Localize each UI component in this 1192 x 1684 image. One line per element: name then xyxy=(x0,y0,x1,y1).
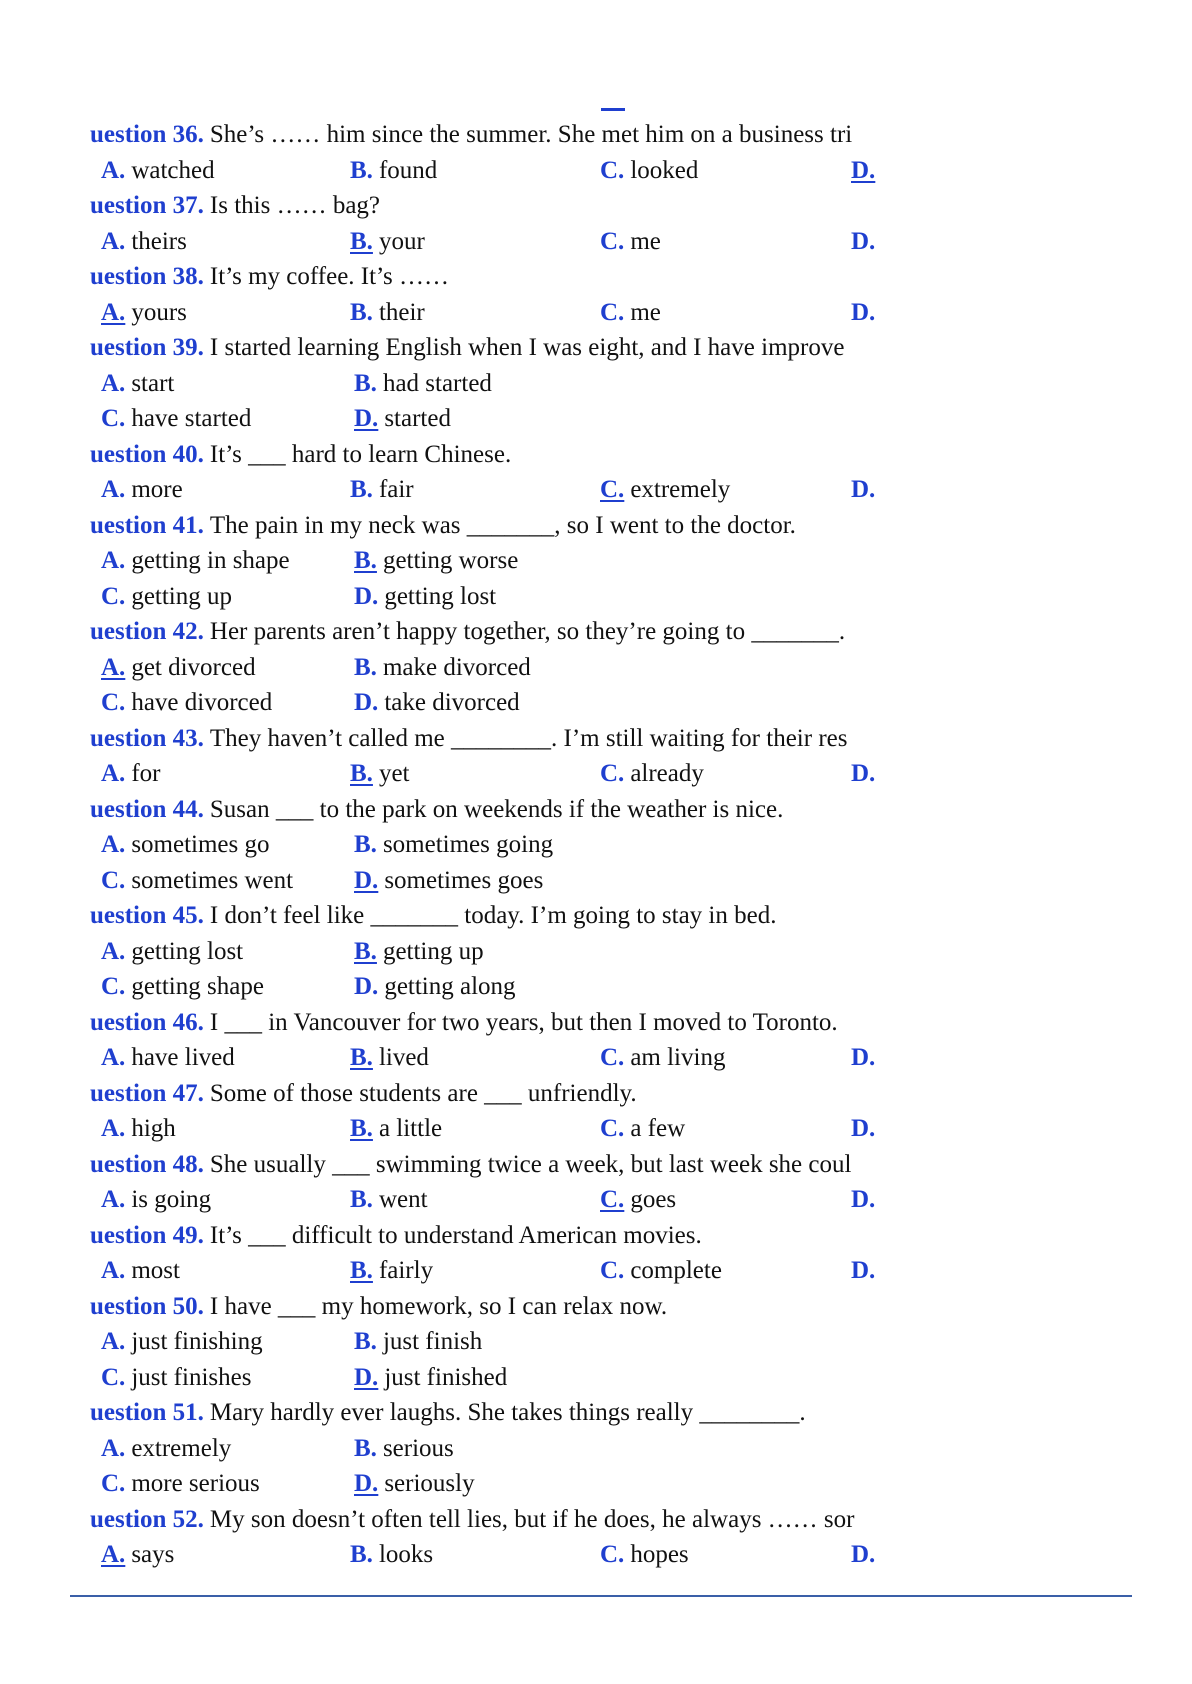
option-a[interactable] xyxy=(101,1112,176,1146)
option-b[interactable] xyxy=(354,1325,482,1359)
option-a[interactable] xyxy=(101,367,174,401)
option-d[interactable] xyxy=(354,864,543,898)
question-39 xyxy=(90,331,990,365)
option-text: have started xyxy=(131,405,252,432)
question-stem: Susan ___ to the park on weekends if the weather is nice. xyxy=(209,795,784,823)
option-text: getting along xyxy=(384,973,516,1000)
option-a[interactable] xyxy=(101,828,270,862)
option-text: sometimes went xyxy=(131,866,294,894)
option-text: yours xyxy=(131,298,187,326)
question-number: uestion 45. xyxy=(90,902,204,929)
option-key: B. xyxy=(354,831,377,858)
option-text: goes xyxy=(630,1186,677,1213)
question-number: uestion 39. xyxy=(90,334,204,361)
option-d[interactable] xyxy=(354,970,516,1004)
option-d[interactable] xyxy=(354,686,520,720)
option-text: getting worse xyxy=(382,547,519,574)
option-text: me xyxy=(630,298,661,326)
option-d[interactable] xyxy=(851,1112,881,1146)
option-text: have lived xyxy=(131,1044,235,1071)
option-c[interactable] xyxy=(600,296,661,330)
option-b[interactable] xyxy=(350,154,437,188)
question-stem: I have ___ my homework, so I can relax now. xyxy=(209,1292,668,1320)
option-key: A. xyxy=(101,1328,126,1355)
question-43 xyxy=(90,722,990,756)
option-c[interactable] xyxy=(101,580,232,614)
option-text: make divorced xyxy=(382,653,531,681)
question-stem: My son doesn’t often tell lies, but if he does, he always …… sor xyxy=(209,1505,855,1533)
option-key: C. xyxy=(600,476,625,503)
option-key: D. xyxy=(851,1186,876,1213)
option-key: D. xyxy=(851,227,876,255)
option-text: extremely xyxy=(630,476,731,503)
question-number: uestion 42. xyxy=(90,618,204,645)
option-key: A. xyxy=(101,653,126,681)
option-text: watched xyxy=(131,156,215,184)
option-a[interactable] xyxy=(101,935,243,969)
option-key: A. xyxy=(101,1541,126,1568)
option-text: complete xyxy=(630,1257,722,1284)
option-b[interactable] xyxy=(350,1254,433,1288)
option-key: C. xyxy=(600,298,625,326)
option-b[interactable] xyxy=(350,1041,429,1075)
option-key: B. xyxy=(354,369,377,397)
option-key: C. xyxy=(101,973,126,1000)
option-text: just finished xyxy=(384,1363,508,1391)
question-40 xyxy=(90,438,990,472)
option-text: started xyxy=(384,405,451,432)
question-46 xyxy=(90,1006,990,1040)
option-d[interactable] xyxy=(354,1361,507,1395)
option-text: their xyxy=(378,298,425,326)
question-stem: She usually ___ swimming twice a week, but last week she coul xyxy=(209,1150,852,1178)
option-text: fair xyxy=(378,476,414,503)
question-number: uestion 41. xyxy=(90,511,204,539)
question-number: uestion 36. xyxy=(90,121,204,148)
option-c[interactable] xyxy=(101,686,272,720)
option-text: sometimes going xyxy=(382,831,554,858)
option-text: had started xyxy=(382,369,492,397)
option-key: B. xyxy=(350,1186,373,1213)
question-number: uestion 51. xyxy=(90,1399,204,1426)
option-c[interactable] xyxy=(600,225,661,259)
option-d[interactable] xyxy=(851,225,881,259)
option-text: says xyxy=(131,1541,175,1568)
option-c[interactable] xyxy=(600,154,698,188)
option-a[interactable] xyxy=(101,651,256,685)
option-text: more xyxy=(131,476,183,503)
option-a[interactable] xyxy=(101,757,160,791)
option-key: B. xyxy=(350,476,373,503)
question-stem: Her parents aren’t happy together, so they’re going to _______. xyxy=(209,618,846,645)
question-number: uestion 48. xyxy=(90,1150,204,1178)
option-key: D. xyxy=(851,1044,876,1071)
option-key: C. xyxy=(600,156,625,184)
option-text: am living xyxy=(630,1044,726,1071)
question-number: uestion 43. xyxy=(90,724,204,752)
question-number: uestion 47. xyxy=(90,1079,204,1107)
option-text: getting lost xyxy=(384,582,497,610)
question-stem: Mary hardly ever laughs. She takes things really ________. xyxy=(209,1399,806,1426)
option-key: D. xyxy=(851,760,876,787)
option-text: theirs xyxy=(131,227,187,255)
option-key: C. xyxy=(600,1541,625,1568)
option-c[interactable] xyxy=(600,473,730,507)
option-b[interactable] xyxy=(354,544,518,578)
option-c[interactable] xyxy=(600,1538,689,1572)
option-text: serious xyxy=(382,1434,454,1462)
question-number: uestion 50. xyxy=(90,1292,204,1320)
option-text: sometimes go xyxy=(131,831,270,858)
question-42 xyxy=(90,615,990,649)
option-a[interactable] xyxy=(101,154,215,188)
question-41 xyxy=(90,509,990,543)
question-45 xyxy=(90,899,990,933)
option-text: your xyxy=(378,227,425,255)
option-text: start xyxy=(131,369,175,397)
question-number: uestion 38. xyxy=(90,263,204,290)
option-text: take divorced xyxy=(384,689,520,716)
option-key: B. xyxy=(350,156,373,184)
option-key: A. xyxy=(101,298,126,326)
option-key: D. xyxy=(851,1115,876,1142)
option-b[interactable] xyxy=(350,1538,433,1572)
option-d[interactable] xyxy=(354,580,496,614)
question-stem: I started learning English when I was eight, and I have improve xyxy=(209,334,845,361)
option-key: D. xyxy=(354,689,379,716)
option-key: A. xyxy=(101,1257,126,1284)
question-stem: She’s …… him since the summer. She met him on a business tri xyxy=(209,121,853,148)
option-d[interactable] xyxy=(851,1041,881,1075)
option-key: D. xyxy=(354,405,379,432)
option-b[interactable] xyxy=(350,473,414,507)
option-text: just finish xyxy=(382,1328,483,1355)
option-text: yet xyxy=(378,760,410,787)
question-number: uestion 40. xyxy=(90,440,204,468)
option-key: B. xyxy=(350,1044,373,1071)
option-text: is going xyxy=(131,1186,212,1213)
option-key: B. xyxy=(354,1328,377,1355)
option-key: C. xyxy=(600,1186,625,1213)
question-stem: Some of those students are ___ unfriendly. xyxy=(209,1079,637,1107)
question-47 xyxy=(90,1077,990,1111)
option-key: C. xyxy=(600,1044,625,1071)
question-number: uestion 49. xyxy=(90,1221,204,1249)
option-key: D. xyxy=(354,1363,379,1391)
option-a[interactable] xyxy=(101,1538,174,1572)
option-key: D. xyxy=(851,1257,876,1284)
option-key: D. xyxy=(354,1470,379,1497)
option-key: D. xyxy=(354,866,379,894)
option-d[interactable] xyxy=(851,154,881,188)
option-text: get divorced xyxy=(131,653,256,681)
question-number: uestion 37. xyxy=(90,192,204,219)
question-stem: Is this …… bag? xyxy=(209,192,381,219)
option-key: A. xyxy=(101,547,126,574)
option-a[interactable] xyxy=(101,1041,235,1075)
option-key: C. xyxy=(101,1363,126,1391)
option-key: A. xyxy=(101,369,126,397)
option-key: A. xyxy=(101,760,126,787)
option-key: C. xyxy=(101,1470,126,1497)
option-text: most xyxy=(131,1257,180,1284)
option-text: seriously xyxy=(384,1470,475,1497)
option-text: getting lost xyxy=(131,937,244,965)
option-text: hopes xyxy=(630,1541,689,1568)
option-text: have divorced xyxy=(131,689,273,716)
question-stem: The pain in my neck was _______, so I went to the doctor. xyxy=(209,511,796,539)
option-b[interactable] xyxy=(354,828,553,862)
option-text: looks xyxy=(378,1541,434,1568)
option-c[interactable] xyxy=(600,757,704,791)
option-text: extremely xyxy=(131,1434,232,1462)
question-stem: It’s my coffee. It’s …… xyxy=(209,263,449,290)
question-51 xyxy=(90,1396,990,1430)
option-key: C. xyxy=(600,760,625,787)
question-stem: They haven’t called me ________. I’m still waiting for their res xyxy=(209,724,848,752)
option-c[interactable] xyxy=(600,1183,676,1217)
option-d[interactable] xyxy=(851,1538,881,1572)
option-key: D. xyxy=(851,298,876,326)
option-key: C. xyxy=(600,227,625,255)
option-text: sometimes goes xyxy=(384,866,544,894)
question-stem: It’s ___ hard to learn Chinese. xyxy=(209,440,512,468)
option-b[interactable] xyxy=(354,367,492,401)
option-b[interactable] xyxy=(350,225,425,259)
option-key: A. xyxy=(101,831,126,858)
option-text: fairly xyxy=(378,1257,434,1284)
option-d[interactable] xyxy=(851,296,881,330)
option-key: B. xyxy=(354,1434,377,1462)
question-44 xyxy=(90,793,990,827)
option-key: A. xyxy=(101,227,126,255)
option-text: me xyxy=(630,227,661,255)
option-key: A. xyxy=(101,937,126,965)
question-stem: I don’t feel like _______ today. I’m going to stay in bed. xyxy=(209,902,777,929)
option-d[interactable] xyxy=(354,402,451,436)
question-38 xyxy=(90,260,990,294)
option-text: for xyxy=(131,760,161,787)
option-d[interactable] xyxy=(851,757,881,791)
option-text: already xyxy=(630,760,704,787)
option-text: getting in shape xyxy=(131,547,290,574)
page-top-mark xyxy=(601,108,625,111)
option-c[interactable] xyxy=(101,970,264,1004)
option-a[interactable] xyxy=(101,1325,263,1359)
option-key: B. xyxy=(354,653,377,681)
option-d[interactable] xyxy=(354,1467,475,1501)
question-48 xyxy=(90,1148,990,1182)
option-text: getting shape xyxy=(131,973,264,1000)
option-text: high xyxy=(131,1115,176,1142)
option-text: looked xyxy=(630,156,699,184)
option-a[interactable] xyxy=(101,544,290,578)
question-number: uestion 52. xyxy=(90,1505,204,1533)
option-text: found xyxy=(378,156,438,184)
option-key: C. xyxy=(101,689,126,716)
option-b[interactable] xyxy=(350,1112,442,1146)
option-text: getting up xyxy=(131,582,232,610)
option-c[interactable] xyxy=(101,402,251,436)
option-d[interactable] xyxy=(851,473,881,507)
option-text: getting up xyxy=(382,937,484,965)
option-b[interactable] xyxy=(350,1183,428,1217)
option-a[interactable] xyxy=(101,473,183,507)
option-key: C. xyxy=(101,405,126,432)
option-key: C. xyxy=(101,582,126,610)
option-d[interactable] xyxy=(851,1183,881,1217)
question-50 xyxy=(90,1290,990,1324)
option-c[interactable] xyxy=(101,1467,260,1501)
question-number: uestion 46. xyxy=(90,1008,204,1036)
option-text: a little xyxy=(378,1115,443,1142)
option-key: D. xyxy=(851,1541,876,1568)
option-text: a few xyxy=(630,1115,686,1142)
option-a[interactable] xyxy=(101,1254,180,1288)
question-number: uestion 44. xyxy=(90,795,204,823)
option-key: B. xyxy=(350,1257,373,1284)
option-key: C. xyxy=(600,1115,625,1142)
option-key: C. xyxy=(101,866,126,894)
option-a[interactable] xyxy=(101,225,187,259)
option-key: D. xyxy=(354,973,379,1000)
footer-rule xyxy=(70,1595,1132,1597)
option-text: just finishing xyxy=(131,1328,263,1355)
option-key: A. xyxy=(101,156,126,184)
option-key: A. xyxy=(101,1044,126,1071)
option-b[interactable] xyxy=(350,296,425,330)
option-c[interactable] xyxy=(600,1254,722,1288)
option-text: went xyxy=(378,1186,428,1213)
option-text: more serious xyxy=(131,1470,260,1497)
option-b[interactable] xyxy=(354,651,531,685)
option-key: B. xyxy=(350,1541,373,1568)
option-key: B. xyxy=(354,547,377,574)
option-key: B. xyxy=(354,937,377,965)
option-text: just finishes xyxy=(131,1363,252,1391)
option-key: B. xyxy=(350,227,373,255)
option-b[interactable] xyxy=(354,1432,454,1466)
option-b[interactable] xyxy=(350,757,409,791)
option-key: C. xyxy=(600,1257,625,1284)
question-stem: I ___ in Vancouver for two years, but then I moved to Toronto. xyxy=(209,1008,838,1036)
option-b[interactable] xyxy=(354,935,484,969)
option-a[interactable] xyxy=(101,1432,231,1466)
option-a[interactable] xyxy=(101,296,187,330)
option-c[interactable] xyxy=(101,1361,251,1395)
question-37 xyxy=(90,189,990,223)
option-key: B. xyxy=(350,1115,373,1142)
option-key: D. xyxy=(851,476,876,503)
option-c[interactable] xyxy=(600,1112,685,1146)
option-c[interactable] xyxy=(101,864,293,898)
option-c[interactable] xyxy=(600,1041,725,1075)
question-stem: It’s ___ difficult to understand American movies. xyxy=(209,1221,702,1249)
option-key: A. xyxy=(101,1186,126,1213)
question-49 xyxy=(90,1219,990,1253)
option-key: B. xyxy=(350,760,373,787)
option-key: A. xyxy=(101,1115,126,1142)
option-key: B. xyxy=(350,298,373,326)
option-key: D. xyxy=(851,156,876,184)
question-36 xyxy=(90,118,990,152)
option-text: lived xyxy=(378,1044,429,1071)
option-d[interactable] xyxy=(851,1254,881,1288)
option-key: A. xyxy=(101,1434,126,1462)
question-52 xyxy=(90,1503,990,1537)
option-key: A. xyxy=(101,476,126,503)
option-key: D. xyxy=(354,582,379,610)
option-a[interactable] xyxy=(101,1183,211,1217)
